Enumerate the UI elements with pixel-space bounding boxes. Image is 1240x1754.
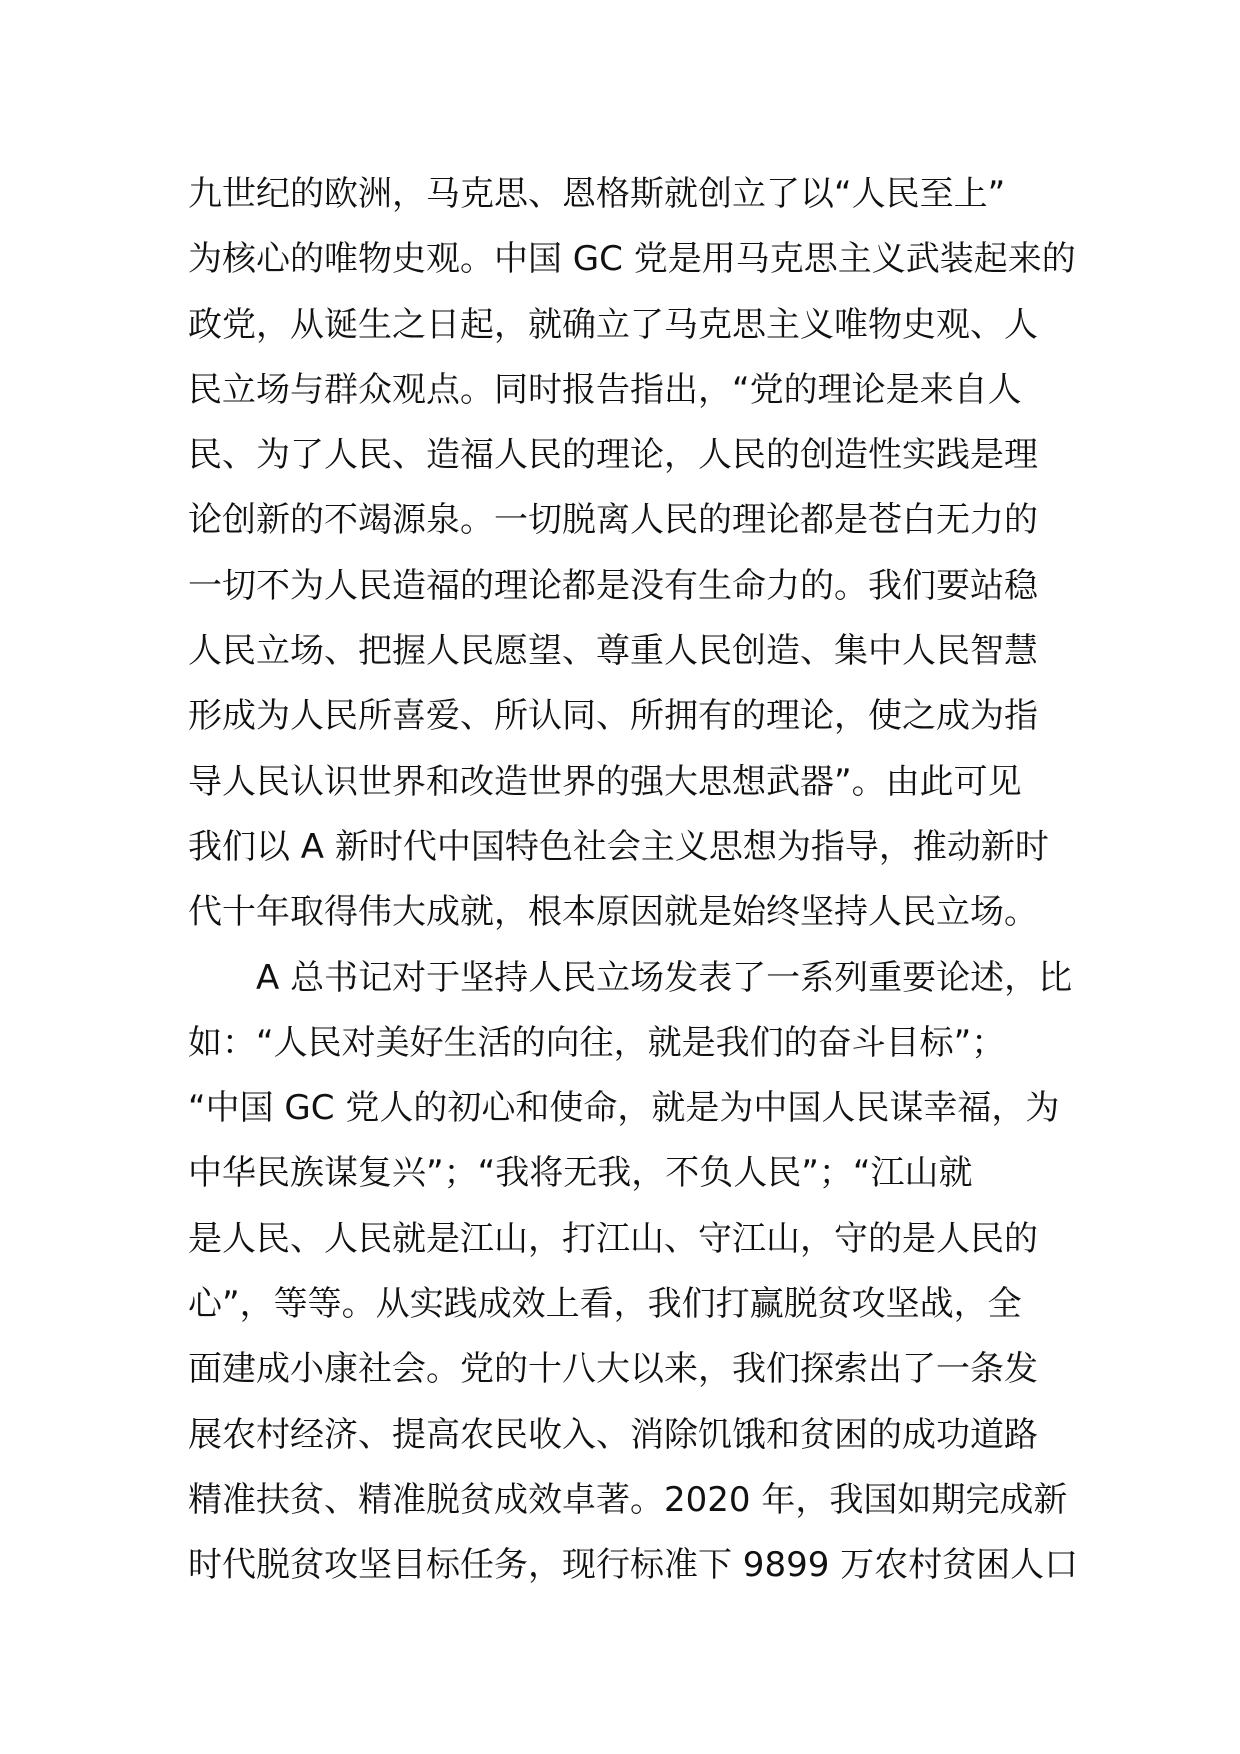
- text-line: 九世纪的欧洲，马克思、恩格斯就创立了以“人民至上”: [188, 174, 1006, 214]
- text-line: 是人民、人民就是江山，打江山、守江山，守的是人民的: [188, 1218, 1038, 1259]
- text-line: 如：“人民对美好生活的向往，就是我们的奋斗目标”；: [188, 1022, 1006, 1063]
- text-line: 民立场与群众观点。同时报告指出，“党的理论是来自人: [188, 369, 1022, 410]
- text-line: 民、为了人民、造福人民的理论，人民的创造性实践是理: [188, 435, 1038, 476]
- text-line: 一切不为人民造福的理论都是没有生命力的。我们要站稳: [188, 565, 1038, 606]
- text-line: 政党，从诞生之日起，就确立了马克思主义唯物史观、人: [188, 304, 1038, 345]
- body-text: [188, 162, 1079, 1599]
- text-line: 为核心的唯物史观。中国 GC 党是用马克思主义武装起来的: [188, 239, 1076, 280]
- text-line: 导人民认识世界和改造世界的强大思想武器”。由此可见: [188, 761, 1022, 802]
- text-line: 中华民族谋复兴”；“我将无我，不负人民”；“江山就: [188, 1153, 973, 1194]
- paragraph-first-line: A 总书记对于坚持人民立场发表了一系列重要论述，比: [256, 957, 1073, 998]
- text-line: 展农村经济、提高农民收入、消除饥饿和贫困的成功道路: [188, 1414, 1038, 1455]
- text-line: 论创新的不竭源泉。一切脱离人民的理论都是苍白无力的: [188, 500, 1038, 541]
- text-line: 我们以 A 新时代中国特色社会主义思想为指导，推动新时: [188, 826, 1049, 867]
- text-line: 人民立场、把握人民愿望、尊重人民创造、集中人民智慧: [188, 631, 1038, 672]
- text-line: 面建成小康社会。党的十八大以来，我们探索出了一条发: [188, 1349, 1038, 1390]
- text-line: 形成为人民所喜爱、所认同、所拥有的理论，使之成为指: [188, 696, 1038, 737]
- text-line: 精准扶贫、精准脱贫成效卓著。2020 年，我国如期完成新: [188, 1479, 1068, 1520]
- text-line: 时代脱贫攻坚目标任务，现行标准下 9899 万农村贫困人口: [188, 1545, 1079, 1586]
- text-line: 心”，等等。从实践成效上看，我们打赢脱贫攻坚战，全: [188, 1284, 1022, 1325]
- text-line: “中国 GC 党人的初心和使命，就是为中国人民谋幸福，为: [188, 1088, 1060, 1129]
- text-line: 代十年取得伟大成就，根本原因就是始终坚持人民立场。: [188, 892, 1038, 933]
